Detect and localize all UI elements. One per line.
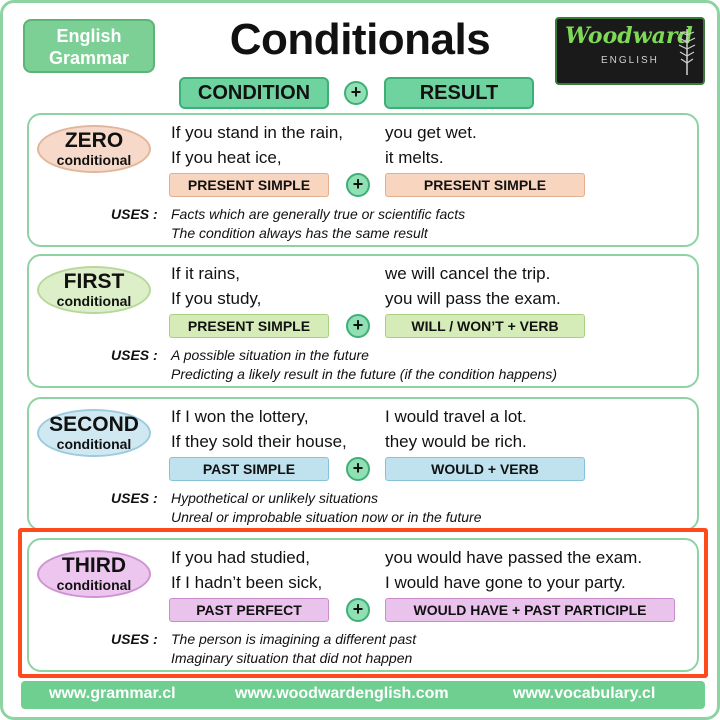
example-2-result: I would have gone to your party. [385,573,626,592]
section-sub: conditional [56,152,132,168]
result-header: RESULT [384,77,534,109]
example-1-result: I would travel a lot. [385,407,527,426]
header-plus-sign: + [344,81,368,105]
example-2-condition: If I hadn’t been sick, [171,573,323,592]
footer-link-grammar[interactable]: www.grammar.cl [49,685,176,702]
footer-link-woodwardenglish[interactable]: www.woodwardenglish.com [235,685,449,702]
section-name: ZERO [64,129,124,152]
logo-name: Woodward [565,23,693,49]
result-tense-tag: PRESENT SIMPLE [385,173,585,197]
use-line-1: The person is imagining a different past [171,631,417,647]
use-line-1: Hypothetical or unlikely situations [171,490,378,506]
section-sub: conditional [56,577,132,593]
tense-plus-sign: + [346,598,370,622]
example-1-condition: If it rains, [171,264,240,283]
example-1-result: you would have passed the exam. [385,548,643,567]
tense-plus-sign: + [346,457,370,481]
zero-conditional-oval [37,125,151,173]
logo-sub: ENGLISH [601,55,659,66]
section-sub: conditional [56,436,132,452]
zero-conditional-panel [27,113,699,247]
section-name: FIRST [63,270,125,293]
condition-header: CONDITION [179,77,329,109]
badge-line-2: Grammar [48,48,130,68]
tense-plus-sign: + [346,173,370,197]
section-name: SECOND [49,413,139,436]
woodward-logo [555,17,705,85]
example-2-condition: If you heat ice, [171,148,282,167]
result-tense-tag: WILL / WON’T + VERB [385,314,585,338]
example-2-condition: If you study, [171,289,262,308]
example-1-condition: If you had studied, [171,548,310,567]
use-line-1: A possible situation in the future [171,347,369,363]
first-conditional-panel [27,254,699,388]
use-line-2: Unreal or improbable situation now or in the future [171,509,482,525]
example-2-result: it melts. [385,148,444,167]
condition-tense-tag: PAST SIMPLE [169,457,329,481]
page-title: Conditionals [229,15,491,64]
section-name: THIRD [61,554,127,577]
use-line-2: Imaginary situation that did not happen [171,650,413,666]
example-1-condition: If I won the lottery, [171,407,309,426]
second-conditional-oval [37,409,151,457]
use-line-2: Predicting a likely result in the future (if the condition happens) [171,366,557,382]
footer-link-vocabulary[interactable]: www.vocabulary.cl [513,685,656,702]
condition-tense-tag: PRESENT SIMPLE [169,314,329,338]
example-2-result: they would be rich. [385,432,527,451]
first-conditional-oval [37,266,151,314]
use-line-2: The condition always has the same result [171,225,428,241]
footer-bar [21,681,705,709]
condition-tense-tag: PAST PERFECT [169,598,329,622]
tense-plus-sign: + [346,314,370,338]
example-2-condition: If they sold their house, [171,432,347,451]
result-tense-tag: WOULD HAVE + PAST PARTICIPLE [385,598,675,622]
uses-label: USES : [111,347,158,363]
section-sub: conditional [56,293,132,309]
result-tense-tag: WOULD + VERB [385,457,585,481]
fern-icon [677,25,697,77]
example-1-result: we will cancel the trip. [385,264,551,283]
badge-line-1: English [56,26,122,46]
example-1-result: you get wet. [385,123,477,142]
example-1-condition: If you stand in the rain, [171,123,343,142]
uses-label: USES : [111,490,158,506]
third-conditional-highlight-frame [18,528,708,678]
uses-label: USES : [111,206,158,222]
example-2-result: you will pass the exam. [385,289,561,308]
condition-tense-tag: PRESENT SIMPLE [169,173,329,197]
second-conditional-panel [27,397,699,531]
uses-label: USES : [111,631,158,647]
use-line-1: Facts which are generally true or scientific facts [171,206,466,222]
